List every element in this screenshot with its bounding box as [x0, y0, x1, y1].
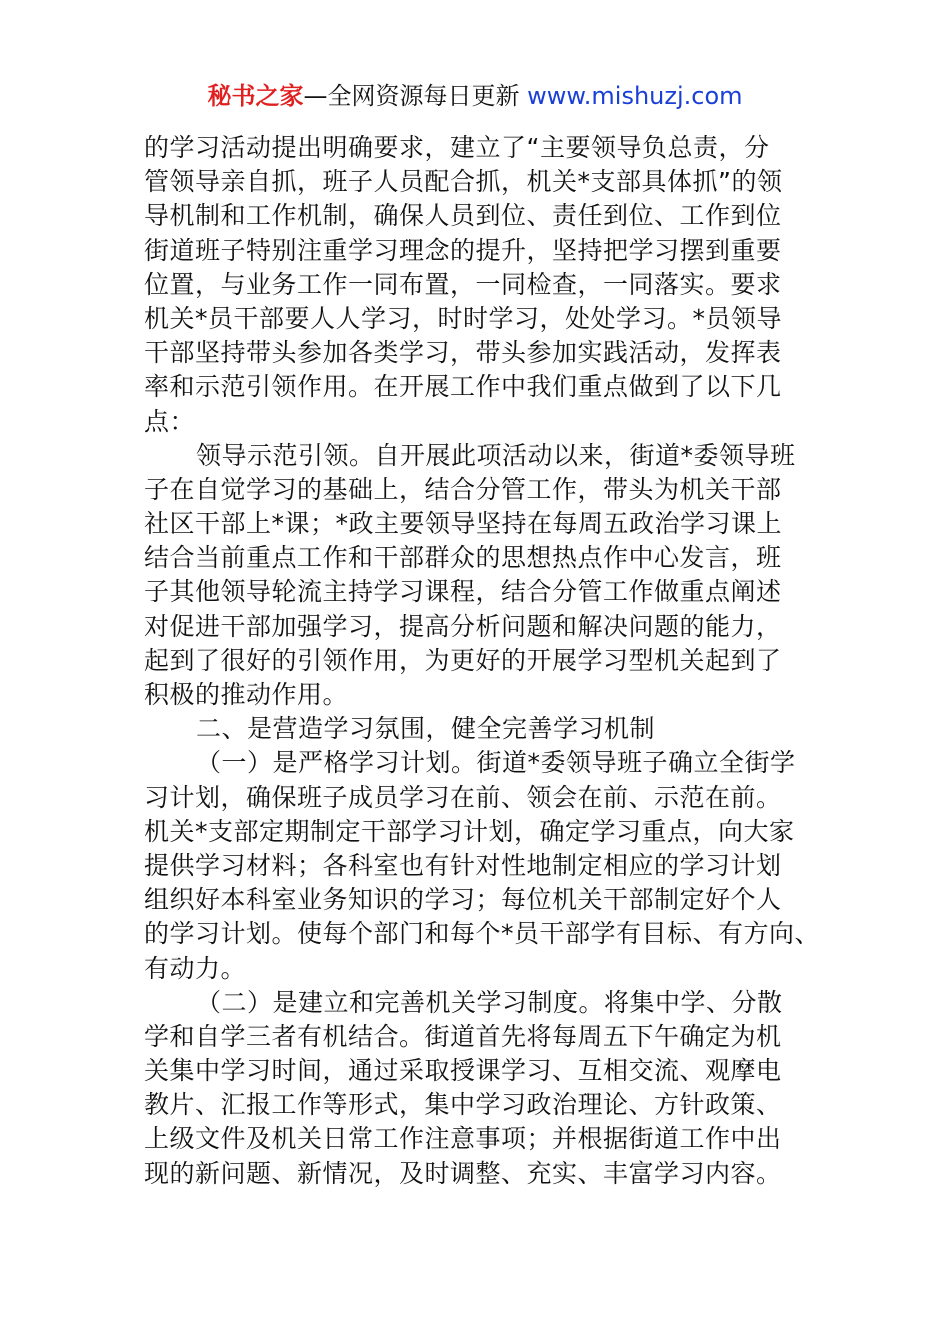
- text-line: 对促进干部加强学习，提高分析问题和解决问题的能力，: [144, 611, 782, 641]
- page-header: [0, 78, 950, 114]
- text-line: 组织好本科室业务知识的学习；每位机关干部制定好个人: [144, 885, 782, 915]
- text-line: 机关*支部定期制定干部学习计划，确定学习重点，向大家: [144, 816, 795, 846]
- text-line: 关集中学习时间，通过采取授课学习、互相交流、观摩电: [144, 1056, 782, 1086]
- text-line: 起到了很好的引领作用，为更好的开展学习型机关起到了: [144, 645, 782, 675]
- header-brand: 秘书之家: [207, 82, 304, 110]
- text-line: 率和示范引领作用。在开展工作中我们重点做到了以下几: [144, 372, 782, 402]
- text-line: 积极的推动作用。: [144, 680, 349, 709]
- text-line: 管领导亲自抓，班子人员配合抓，机关*支部具体抓”的领: [144, 167, 783, 197]
- text-line: 的学习活动提出明确要求，建立了“主要领导负总责，分: [144, 133, 770, 162]
- text-line: 街道班子特别注重学习理念的提升，坚持把学习摆到重要: [144, 235, 782, 265]
- document-body: [144, 131, 834, 1191]
- header-url[interactable]: www.mishuzj.com: [527, 82, 743, 110]
- text-line: 点：: [144, 406, 196, 436]
- text-line: 学和自学三者有机结合。街道首先将每周五下午确定为机: [144, 1021, 782, 1051]
- text-line: 有动力。: [144, 953, 247, 983]
- header-slogan: —全网资源每日更新: [303, 82, 528, 110]
- text-line: 机关*员干部要人人学习，时时学习，处处学习。*员领导: [144, 303, 783, 333]
- text-line: 教片、汇报工作等形式，集中学习政治理论、方针政策、: [144, 1090, 782, 1120]
- text-line: 二、是营造学习氛围，健全完善学习机制: [196, 714, 656, 744]
- text-line: 现的新问题、新情况，及时调整、充实、丰富学习内容。: [144, 1158, 782, 1188]
- text-line: 习计划，确保班子成员学习在前、领会在前、示范在前。: [144, 782, 782, 812]
- text-line: 领导示范引领。自开展此项活动以来，街道*委领导班: [196, 440, 796, 470]
- text-line: 干部坚持带头参加各类学习，带头参加实践活动，发挥表: [144, 338, 782, 368]
- text-line: 位置，与业务工作一同布置，一同检查，一同落实。要求: [144, 269, 782, 299]
- text-line: （二）是建立和完善机关学习制度。将集中学、分散: [196, 987, 783, 1017]
- text-line: 子在自觉学习的基础上，结合分管工作，带头为机关干部: [144, 474, 782, 504]
- text-line: 的学习计划。使每个部门和每个*员干部学有目标、有方向、: [144, 919, 821, 949]
- text-line: 导机制和工作机制，确保人员到位、责任到位、工作到位: [144, 201, 782, 231]
- text-line: 上级文件及机关日常工作注意事项；并根据街道工作中出: [144, 1124, 782, 1154]
- text-line: 提供学习材料；各科室也有针对性地制定相应的学习计划: [144, 850, 782, 880]
- text-line: （一）是严格学习计划。街道*委领导班子确立全街学: [196, 748, 796, 778]
- text-line: 子其他领导轮流主持学习课程，结合分管工作做重点阐述: [144, 577, 782, 607]
- text-line: 结合当前重点工作和干部群众的思想热点作中心发言，班: [144, 543, 782, 573]
- text-line: 社区干部上*课；*政主要领导坚持在每周五政治学习课上: [144, 509, 783, 539]
